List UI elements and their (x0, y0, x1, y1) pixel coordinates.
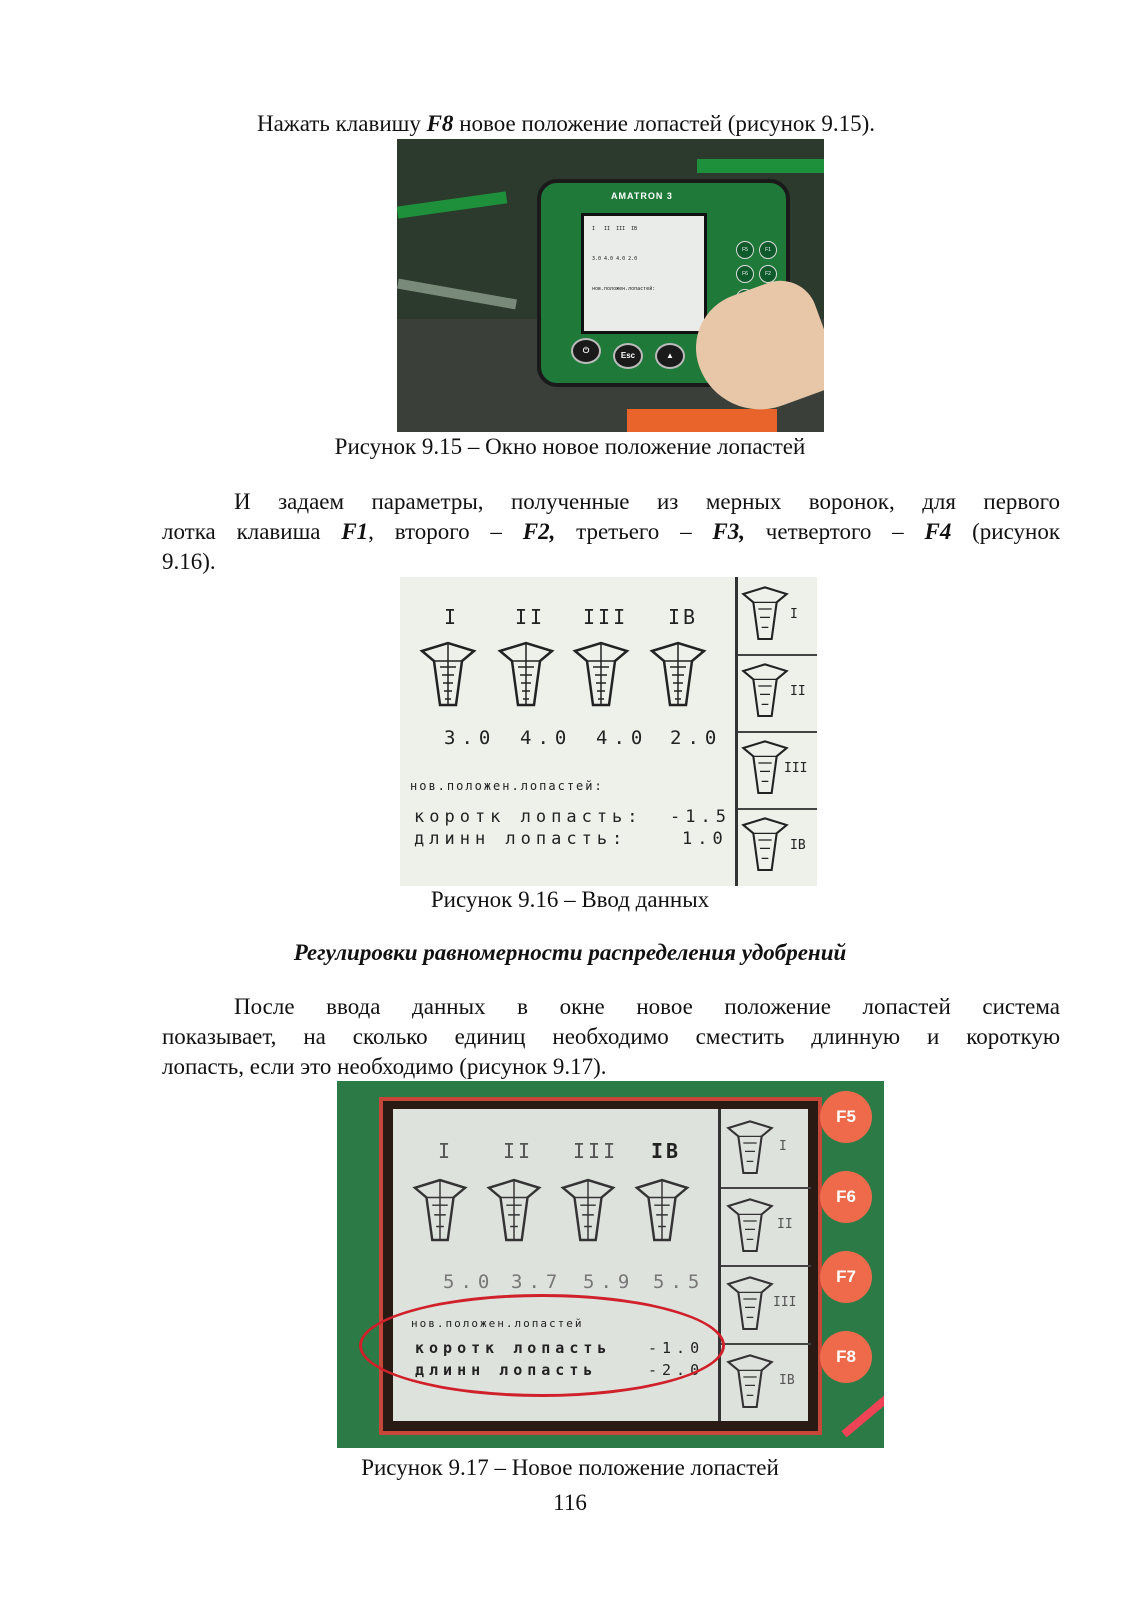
long-blade-value: 1.0 (682, 829, 728, 849)
value-i: 3.0 (444, 727, 497, 749)
long-blade-label: длинн лопасть: (414, 829, 628, 849)
value-ii: 3.7 (511, 1271, 564, 1293)
hopper-sidebar (735, 577, 817, 886)
esc-key[interactable]: Esc (613, 343, 643, 369)
value-ib: 2.0 (670, 727, 723, 749)
params-line-3: 9.16). (162, 549, 216, 574)
short-blade-value: -1.5 (670, 807, 731, 827)
column-label-i: I (444, 605, 460, 629)
terminal-screen (581, 213, 707, 334)
short-blade-label: коротк лопасть: (414, 807, 643, 827)
hopper-icon (418, 639, 478, 711)
column-label-iii: III (573, 1139, 619, 1163)
hopper-icon (633, 1175, 691, 1247)
hopper-icon (725, 1191, 775, 1261)
params-text: , второго – (368, 519, 523, 544)
intro-key-f8: F8 (426, 111, 454, 136)
short-blade-value: -1.0 (648, 1339, 705, 1357)
hopper-icon (496, 639, 556, 711)
key-f4: F4 (924, 519, 952, 544)
machine-rail (397, 191, 507, 218)
sidebar-item-ib[interactable] (738, 808, 817, 886)
menu-key[interactable]: ▲ (655, 343, 685, 369)
machine-rail (697, 159, 824, 173)
section-label: нов.положен.лопастей (411, 1317, 584, 1330)
short-blade-label: коротк лопасть (415, 1339, 612, 1357)
f6-button[interactable]: F6 (820, 1171, 872, 1223)
page-number: 116 (553, 1490, 587, 1515)
value-i: 5.0 (443, 1271, 496, 1293)
intro-paragraph (0, 109, 1132, 139)
key-f3: F3, (712, 519, 745, 544)
hopper-icon (740, 656, 790, 726)
power-key[interactable]: ⏻ (571, 338, 601, 364)
intro-text-pre: Нажать клавишу (256, 111, 427, 136)
figure-9-17-caption: Рисунок 9.17 – Новое положение лопастей (361, 1455, 779, 1480)
hopper-icon (740, 579, 790, 649)
params-line-2 (162, 517, 1060, 547)
screen-columns: I II III IB (592, 226, 638, 232)
value-iii: 5.9 (583, 1271, 636, 1293)
column-label-i: I (438, 1139, 454, 1163)
sidebar-label: I (779, 1139, 787, 1154)
params-text: (рисунок (951, 519, 1060, 544)
figure-9-16-screen (400, 577, 817, 886)
column-label-ii: II (503, 1139, 534, 1163)
sidebar-item-i[interactable] (721, 1109, 811, 1189)
params-text: четвертого – (745, 519, 925, 544)
figure-9-15-photo (397, 139, 824, 432)
sidebar-label: IB (790, 838, 806, 853)
sidebar-item-i[interactable] (738, 577, 817, 656)
machine-rail (397, 279, 517, 310)
sidebar-label: III (773, 1295, 797, 1310)
sidebar-label: III (784, 761, 808, 776)
sidebar-item-ib[interactable] (721, 1343, 811, 1421)
after-line-1: После ввода данных в окне новое положение лопастей система (234, 994, 1060, 1019)
column-label-ib: IB (651, 1139, 682, 1163)
sidebar-label: II (777, 1217, 793, 1232)
hopper-icon (648, 639, 708, 711)
section-label: нов.положен.лопастей: (410, 779, 604, 793)
key-f1: F1 (341, 519, 369, 544)
after-line-3: лопасть, если это необходимо (рисунок 9.17). (162, 1054, 607, 1079)
sidebar-label: I (790, 607, 798, 622)
hopper-icon (725, 1347, 775, 1417)
key-f2: F2, (522, 519, 556, 544)
f2-key[interactable]: F2 (759, 265, 777, 283)
orange-hopper-edge (627, 409, 777, 432)
sidebar-item-ii[interactable] (721, 1187, 811, 1267)
hopper-sidebar (718, 1109, 811, 1421)
params-text: лотка клавиша (162, 519, 342, 544)
f1-key[interactable]: F1 (759, 241, 777, 259)
sidebar-item-ii[interactable] (738, 654, 817, 733)
figure-9-17-photo (337, 1081, 884, 1448)
f6-key[interactable]: F6 (736, 265, 754, 283)
corner-accent (841, 1393, 884, 1438)
hopper-icon (411, 1175, 469, 1247)
params-line-1: И задаем параметры, полученные из мерных воронок, для первого (234, 489, 1060, 514)
f8-button[interactable]: F8 (820, 1331, 872, 1383)
f5-key[interactable]: F5 (736, 241, 754, 259)
value-ib: 5.5 (653, 1271, 706, 1293)
sidebar-item-iii[interactable] (738, 731, 817, 810)
hopper-icon (559, 1175, 617, 1247)
hopper-icon (485, 1175, 543, 1247)
screen-values: 3.0 4.0 4.0 2.0 (592, 256, 638, 262)
highlight-ellipse (359, 1294, 725, 1397)
long-blade-label: длинн лопасть (415, 1361, 598, 1379)
long-blade-value: -2.0 (648, 1361, 705, 1379)
value-ii: 4.0 (520, 727, 573, 749)
sidebar-item-iii[interactable] (721, 1265, 811, 1345)
params-text: третьего – (555, 519, 713, 544)
column-label-ib: IB (668, 605, 699, 629)
screen-section: нов.положен.лопастей: (592, 286, 656, 292)
column-label-iii: III (583, 605, 629, 629)
hopper-icon (740, 733, 790, 803)
f7-button[interactable]: F7 (820, 1251, 872, 1303)
hopper-icon (571, 639, 631, 711)
hopper-icon (740, 810, 790, 880)
column-label-ii: II (515, 605, 546, 629)
terminal-brand: AMATRON 3 (611, 191, 673, 201)
f5-button[interactable]: F5 (820, 1091, 872, 1143)
figure-9-16-caption: Рисунок 9.16 – Ввод данных (430, 887, 710, 912)
section-heading: Регулировки равномерности распределения удобрений (293, 940, 847, 965)
intro-text-post: новое положение лопастей (рисунок 9.15). (453, 111, 876, 136)
sidebar-label: II (790, 684, 806, 699)
hopper-icon (725, 1113, 775, 1183)
hopper-icon (725, 1269, 775, 1339)
sidebar-label: IB (779, 1373, 795, 1388)
after-line-2: показывает, на сколько единиц необходимо сместить длинную и короткую (162, 1024, 1060, 1049)
figure-9-15-caption: Рисунок 9.15 – Окно новое положение лопастей (334, 434, 806, 459)
value-iii: 4.0 (596, 727, 649, 749)
